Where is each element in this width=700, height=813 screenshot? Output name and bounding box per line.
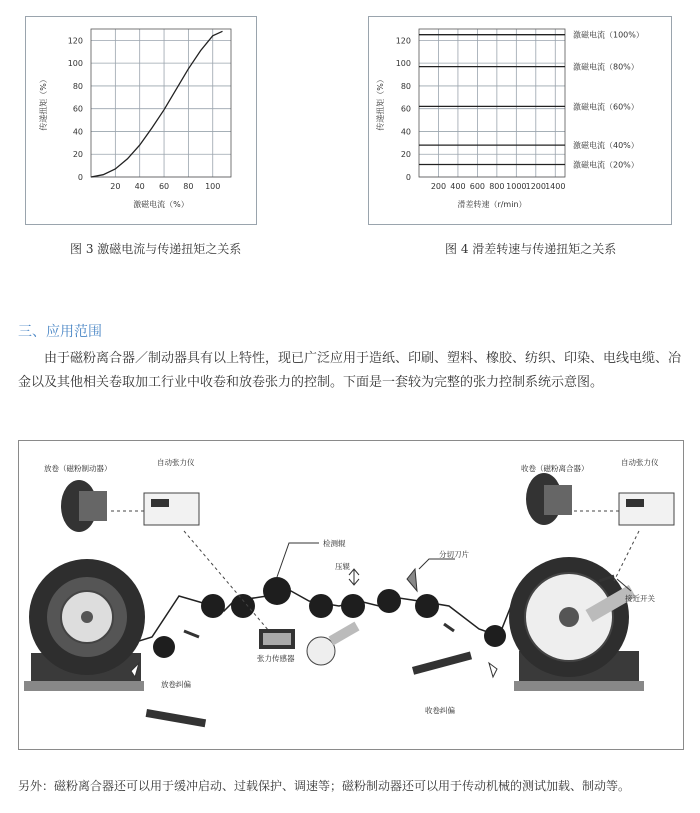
x-tick-label: 1000 <box>506 182 527 191</box>
roller <box>377 589 401 613</box>
unwind-stand-left <box>24 559 145 691</box>
roller <box>341 594 365 618</box>
y-tick-label: 0 <box>405 173 411 182</box>
roller <box>415 594 439 618</box>
diagram-drawing <box>19 441 683 749</box>
y-tick-label: 80 <box>400 81 411 91</box>
unwind-edge-guide-device <box>131 663 206 727</box>
series-label: 激磁电流（100%） <box>573 30 644 40</box>
y-tick-label: 0 <box>77 173 83 182</box>
y-tick-label: 20 <box>72 150 83 160</box>
label-rewind-edge-guide: 收卷纠偏 <box>425 706 455 715</box>
x-tick-label: 80 <box>183 182 194 191</box>
x-tick-label: 1200 <box>525 182 546 191</box>
auto-tension-controller-right <box>619 493 674 525</box>
y-tick-label: 20 <box>400 150 411 160</box>
label-auto-tension-right: 自动张力仪 <box>621 458 659 467</box>
figure3-chart <box>26 17 256 224</box>
roller <box>263 577 291 605</box>
figure3-caption: 图 3 激磁电流与传递扭矩之关系 <box>70 242 242 256</box>
y-tick-label: 60 <box>400 104 411 114</box>
series-label: 激磁电流（20%） <box>573 160 639 170</box>
y-tick-label: 120 <box>395 36 411 46</box>
label-rewind-clutch: 收卷（磁粉离合器） <box>521 464 589 473</box>
label-detect-roll: 检测辊 <box>323 539 346 548</box>
label-unwind-brake: 放卷（磁粉制动器） <box>44 464 112 473</box>
y-axis-label: 传递扭矩（%） <box>39 75 48 131</box>
y-tick-label: 120 <box>67 36 83 46</box>
slitting-knife-device <box>407 569 417 591</box>
label-unwind-edge-guide: 放卷纠偏 <box>161 680 191 689</box>
label-proximity-switch: 接近开关 <box>625 594 655 603</box>
label-slitting-knife: 分切刀片 <box>439 550 469 559</box>
y-tick-label: 100 <box>395 59 411 69</box>
figure4-box <box>368 16 672 225</box>
roller <box>309 594 333 618</box>
tension-control-diagram <box>18 440 684 750</box>
label-auto-tension-left: 自动张力仪 <box>157 458 195 467</box>
roller <box>484 625 506 647</box>
x-tick-label: 40 <box>134 182 145 191</box>
figure3-box <box>25 16 257 225</box>
tension-sensor-device <box>259 629 295 649</box>
series-label: 激磁电流（40%） <box>573 141 639 151</box>
x-tick-label: 100 <box>205 182 221 191</box>
y-tick-label: 40 <box>400 127 411 137</box>
x-tick-label: 200 <box>430 182 447 191</box>
section-title: 三、应用范围 <box>18 324 102 340</box>
section-paragraph: 由于磁粉离合器／制动器具有以上特性，现已广泛应用于造纸、印刷、塑料、橡胶、纺织、印染、电线电缆、冶金以及其他相关卷取加工行业中收卷和放卷张力的控制。下面是一套较为完整的张力控制系统示意图。 <box>18 351 682 390</box>
series-label: 激磁电流（60%） <box>573 102 639 112</box>
x-tick-label: 800 <box>489 182 505 191</box>
x-tick-label: 60 <box>158 182 170 191</box>
rewind-edge-guide-device <box>412 651 497 677</box>
x-tick-label: 1400 <box>545 182 566 191</box>
series-label: 激磁电流（80%） <box>573 62 639 72</box>
auto-tension-controller-left <box>144 493 199 525</box>
x-tick-label: 600 <box>469 182 486 191</box>
plot-frame <box>91 29 231 177</box>
magnetic-clutch-right <box>526 473 572 525</box>
y-tick-label: 80 <box>72 81 83 91</box>
x-axis-label: 激磁电流（%） <box>133 200 189 209</box>
footer-note: 另外：磁粉离合器还可以用于缓冲启动、过载保护、调速等；磁粉制动器还可以用于传动机械的测试加载、制动等。 <box>18 779 631 793</box>
x-tick-label: 20 <box>110 182 121 191</box>
label-press-roll: 压辊 <box>335 562 350 571</box>
plot-frame <box>419 29 565 177</box>
label-tension-sensor: 张力传感器 <box>257 654 295 663</box>
magnetic-brake-left <box>61 480 107 532</box>
y-tick-label: 40 <box>72 127 83 137</box>
y-tick-label: 100 <box>67 59 83 69</box>
series-line <box>91 31 223 177</box>
y-tick-label: 60 <box>72 104 83 114</box>
roller <box>153 636 175 658</box>
figure4-caption: 图 4 滑差转速与传递扭矩之关系 <box>445 242 617 256</box>
x-tick-label: 400 <box>450 182 466 191</box>
roller <box>231 594 255 618</box>
x-axis-label: 滑差转速（r/min） <box>457 200 527 209</box>
rewind-stand-right <box>509 557 644 691</box>
roller <box>201 594 225 618</box>
figure4-chart <box>369 17 671 224</box>
y-axis-label: 传递扭矩（%） <box>376 75 385 131</box>
